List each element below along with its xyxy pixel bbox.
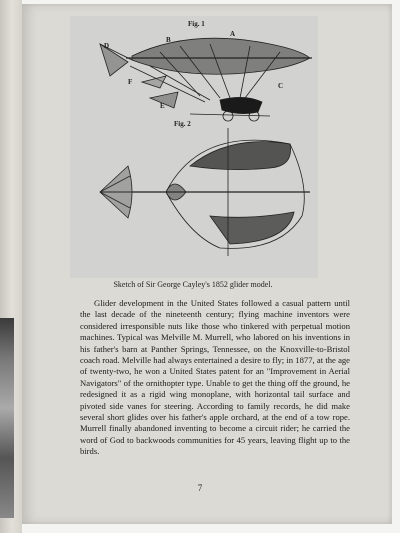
body-paragraph: Glider development in the United States followed a casual pattern until the last decade of the nineteenth century; flying machine inventors were considered irresponsible nuts like those who tinkered with perpetual motion machines. Typical was Melville M. Murrell, who labored on his inventions in his father's barn at Panther Springs, Tennessee, on the Knoxville-to-Bristol coach road. Melville had always entertained a desire to fly; in 1877, at the age of twenty-two, he won a United States patent for an "Improvement in Aerial Navigators" of the ornithopter type. Unable to get the thing off the ground, he redesigned it as a rigid wing monoplane, with horizontal tail surface and pivoted side vanes for steering. According to family records, he did make several short glides over his father's apple orchard, at the end of a tow rope. Murrell finally abandoned inventing to become a circuit rider; he carried the word of God to backwoods communities for 45 years, leaving flight up to the birds. — [80, 298, 350, 457]
glider-sketch-drawing — [70, 16, 318, 278]
glider-sketch-figure — [70, 16, 318, 278]
tail-fan — [100, 166, 132, 218]
wing-shading-top — [190, 142, 291, 170]
label-b: B — [166, 36, 171, 44]
wheel-left — [223, 111, 233, 121]
label-c: C — [278, 82, 284, 90]
adjacent-page-edge — [0, 318, 14, 518]
wing-shading-bottom — [210, 212, 294, 244]
label-d: D — [104, 42, 110, 50]
fig2-top-view — [100, 128, 310, 256]
label-a: A — [230, 30, 236, 38]
label-f: F — [128, 78, 133, 86]
label-e: E — [160, 102, 165, 110]
book-page — [22, 4, 392, 524]
main-wing-shape — [132, 38, 310, 74]
fig1-label: Fig. 1 — [188, 20, 205, 28]
fig2-label: Fig. 2 — [174, 120, 191, 128]
page-number: 7 — [197, 483, 203, 493]
figure-caption: Sketch of Sir George Cayley's 1852 glider model. — [113, 280, 273, 289]
